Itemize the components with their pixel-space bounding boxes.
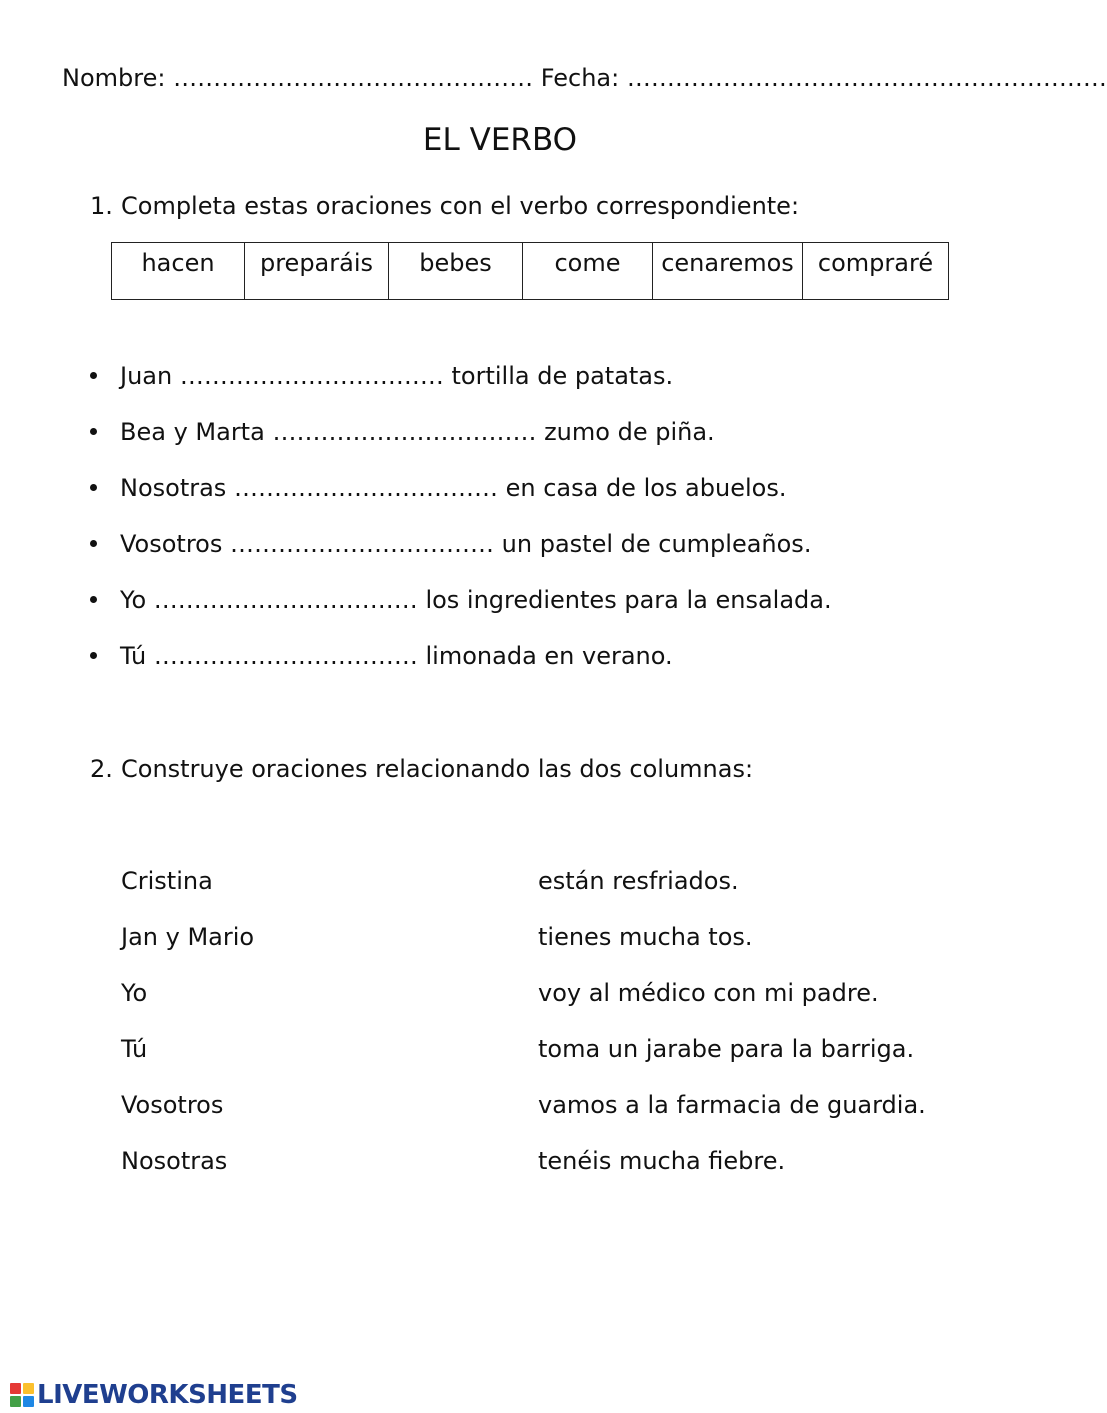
left-column-item[interactable]: Yo xyxy=(121,979,148,1007)
sentence-ending: tortilla de patatas. xyxy=(451,362,674,390)
sentence-blank[interactable]: …………………………… xyxy=(153,586,418,614)
exercise1-number: 1. xyxy=(90,192,113,220)
name-label: Nombre: xyxy=(62,64,166,92)
sentence-subject: Bea y Marta xyxy=(120,418,265,446)
sentence-subject: Vosotros xyxy=(120,530,223,558)
sentence-blank[interactable]: …………………………… xyxy=(233,474,498,502)
left-column-item[interactable]: Cristina xyxy=(121,867,213,895)
liveworksheets-logo xyxy=(8,1378,298,1412)
sentence-item xyxy=(90,362,673,390)
sentence-ending: los ingredientes para la ensalada. xyxy=(425,586,832,614)
sentence-blank[interactable]: …………………………… xyxy=(179,362,444,390)
word-bank-cell: cenaremos xyxy=(653,243,803,300)
sentence-subject: Nosotras xyxy=(120,474,227,502)
word-bank-table xyxy=(111,242,949,300)
date-label: Fecha: xyxy=(540,64,620,92)
name-blank: ……………………………………… xyxy=(173,64,534,92)
sentence-ending: en casa de los abuelos. xyxy=(505,474,787,502)
exercise2-instruction-text: Construye oraciones relacionando las dos columnas: xyxy=(121,755,754,783)
left-column-item[interactable]: Tú xyxy=(121,1035,148,1063)
sentence-item xyxy=(90,530,811,558)
exercise2-instruction xyxy=(90,755,753,783)
bullet-icon xyxy=(90,540,97,547)
bullet-icon xyxy=(90,428,97,435)
bullet-icon xyxy=(90,372,97,379)
right-column-item[interactable]: tienes mucha tos. xyxy=(538,923,753,951)
word-bank-cell: come xyxy=(523,243,653,300)
sentence-subject: Juan xyxy=(120,362,173,390)
sentence-item xyxy=(90,586,832,614)
word-bank-cell: compraré xyxy=(803,243,949,300)
logo-text: LIVEWORKSHEETS xyxy=(37,1380,298,1410)
right-column-item[interactable]: están resfriados. xyxy=(538,867,739,895)
sentence-subject: Tú xyxy=(120,642,147,670)
exercise1-instruction-text: Completa estas oraciones con el verbo correspondiente: xyxy=(121,192,800,220)
word-bank-cell: preparáis xyxy=(245,243,389,300)
exercise2-number: 2. xyxy=(90,755,113,783)
name-date-line xyxy=(62,64,1107,92)
exercise1-instruction xyxy=(90,192,799,220)
page-title: EL VERBO xyxy=(422,122,578,158)
date-blank: …………………………………………………… xyxy=(626,64,1107,92)
sentence-blank[interactable]: …………………………… xyxy=(230,530,495,558)
right-column-item[interactable]: toma un jarabe para la barriga. xyxy=(538,1035,915,1063)
word-bank-cell: hacen xyxy=(112,243,245,300)
liveworksheets-logo-icon xyxy=(8,1380,36,1410)
right-column-item[interactable]: voy al médico con mi padre. xyxy=(538,979,879,1007)
left-column-item[interactable]: Nosotras xyxy=(121,1147,228,1175)
sentence-blank[interactable]: …………………………… xyxy=(153,642,418,670)
sentence-ending: limonada en verano. xyxy=(425,642,673,670)
sentence-ending: un pastel de cumpleaños. xyxy=(501,530,812,558)
right-column-item[interactable]: vamos a la farmacia de guardia. xyxy=(538,1091,926,1119)
bullet-icon xyxy=(90,484,97,491)
right-column-item[interactable]: tenéis mucha fiebre. xyxy=(538,1147,786,1175)
sentence-subject: Yo xyxy=(120,586,147,614)
left-column-item[interactable]: Jan y Mario xyxy=(121,923,255,951)
left-column-item[interactable]: Vosotros xyxy=(121,1091,224,1119)
bullet-icon xyxy=(90,652,97,659)
sentence-blank[interactable]: …………………………… xyxy=(272,418,537,446)
sentence-item xyxy=(90,418,715,446)
sentence-item xyxy=(90,474,786,502)
word-bank-cell: bebes xyxy=(389,243,523,300)
sentence-item xyxy=(90,642,673,670)
bullet-icon xyxy=(90,596,97,603)
sentence-ending: zumo de piña. xyxy=(544,418,715,446)
